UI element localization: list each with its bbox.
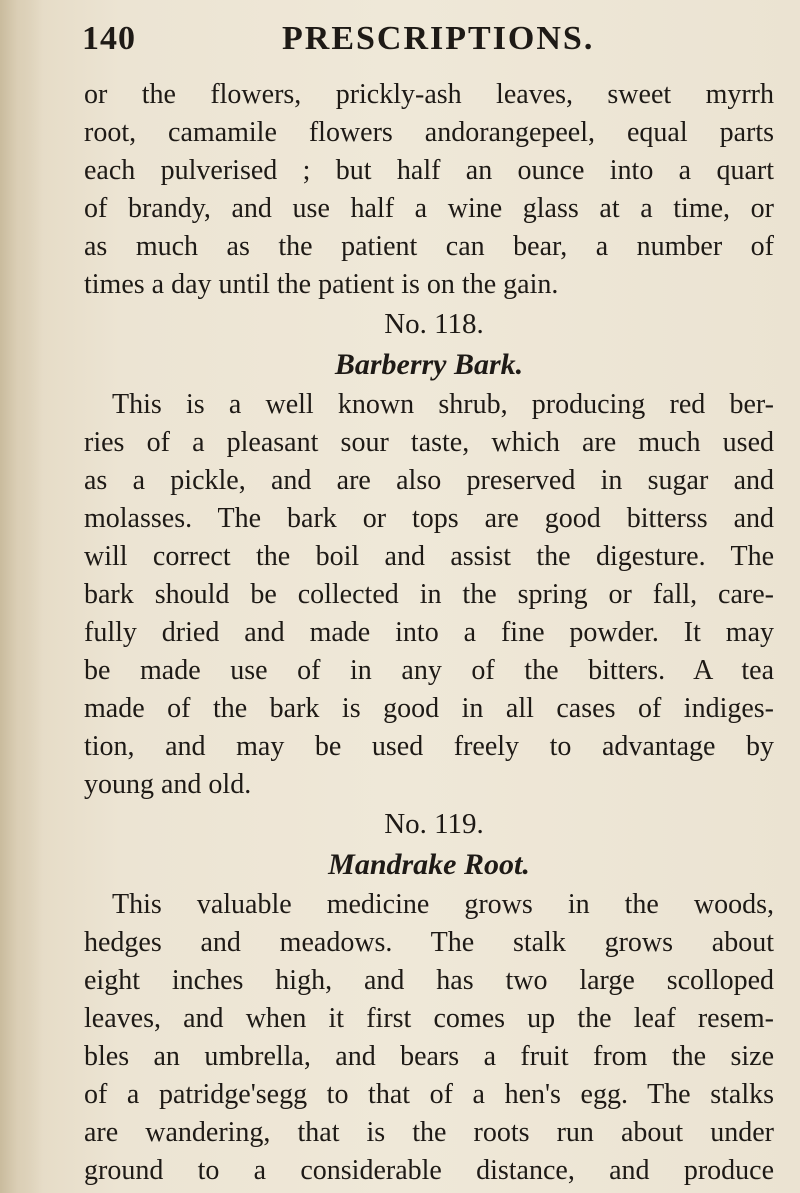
recipe-119 xyxy=(84,804,774,1190)
page-binding-shadow xyxy=(0,0,44,1193)
text-line: each pulverised ; but half an ounce into a quart xyxy=(84,155,774,186)
recipe-number: No. 118. xyxy=(384,308,484,340)
text-line: will correct the boil and assist the digesture. The xyxy=(84,541,774,572)
page-number: 140 xyxy=(82,20,136,57)
running-head: PRESCRIPTIONS. xyxy=(282,20,595,57)
recipe-118 xyxy=(84,304,774,804)
text-line: eight inches high, and has two large scolloped xyxy=(84,965,774,996)
text-line: or the flowers, prickly-ash leaves, sweet myrrh xyxy=(84,79,774,110)
text-line: as much as the patient can bear, a number of xyxy=(84,231,774,262)
text-line: hedges and meadows. The stalk grows about xyxy=(84,927,774,958)
text-line: bles an umbrella, and bears a fruit from the size xyxy=(84,1041,774,1072)
text-line: as a pickle, and are also preserved in sugar and xyxy=(84,465,774,496)
recipe-title: Barberry Bark. xyxy=(334,348,524,381)
text-line: of a patridge'segg to that of a hen's egg. The stalks xyxy=(84,1079,774,1110)
recipe-title: Mandrake Root. xyxy=(328,848,530,881)
page-header xyxy=(82,12,782,72)
text-line: bark should be collected in the spring or fall, care- xyxy=(84,579,774,610)
text-line: ground to a considerable distance, and produce xyxy=(84,1155,774,1186)
text-line: are wandering, that is the roots run about under xyxy=(84,1117,774,1148)
text-line: of brandy, and use half a wine glass at a time, or xyxy=(84,193,774,224)
text-line: be made use of in any of the bitters. A tea xyxy=(84,655,774,686)
text-line: leaves, and when it first comes up the leaf resem- xyxy=(84,1003,774,1034)
text-line: This is a well known shrub, producing red ber- xyxy=(112,389,774,420)
text-line: times a day until the patient is on the gain. xyxy=(84,269,559,300)
text-line: young and old. xyxy=(84,769,252,800)
text-line: tion, and may be used freely to advantage by xyxy=(84,731,774,762)
text-line: made of the bark is good in all cases of indiges- xyxy=(84,693,774,724)
text-line: ries of a pleasant sour taste, which are much used xyxy=(84,427,774,458)
text-line: root, camamile flowers andorangepeel, equal parts xyxy=(84,117,774,148)
intro-paragraph xyxy=(84,76,774,304)
page-body xyxy=(84,76,774,1190)
text-line: fully dried and made into a fine powder. It may xyxy=(84,617,774,648)
recipe-number: No. 119. xyxy=(384,808,484,840)
text-line: This valuable medicine grows in the woods, xyxy=(112,889,774,920)
text-line: molasses. The bark or tops are good bitterss and xyxy=(84,503,774,534)
